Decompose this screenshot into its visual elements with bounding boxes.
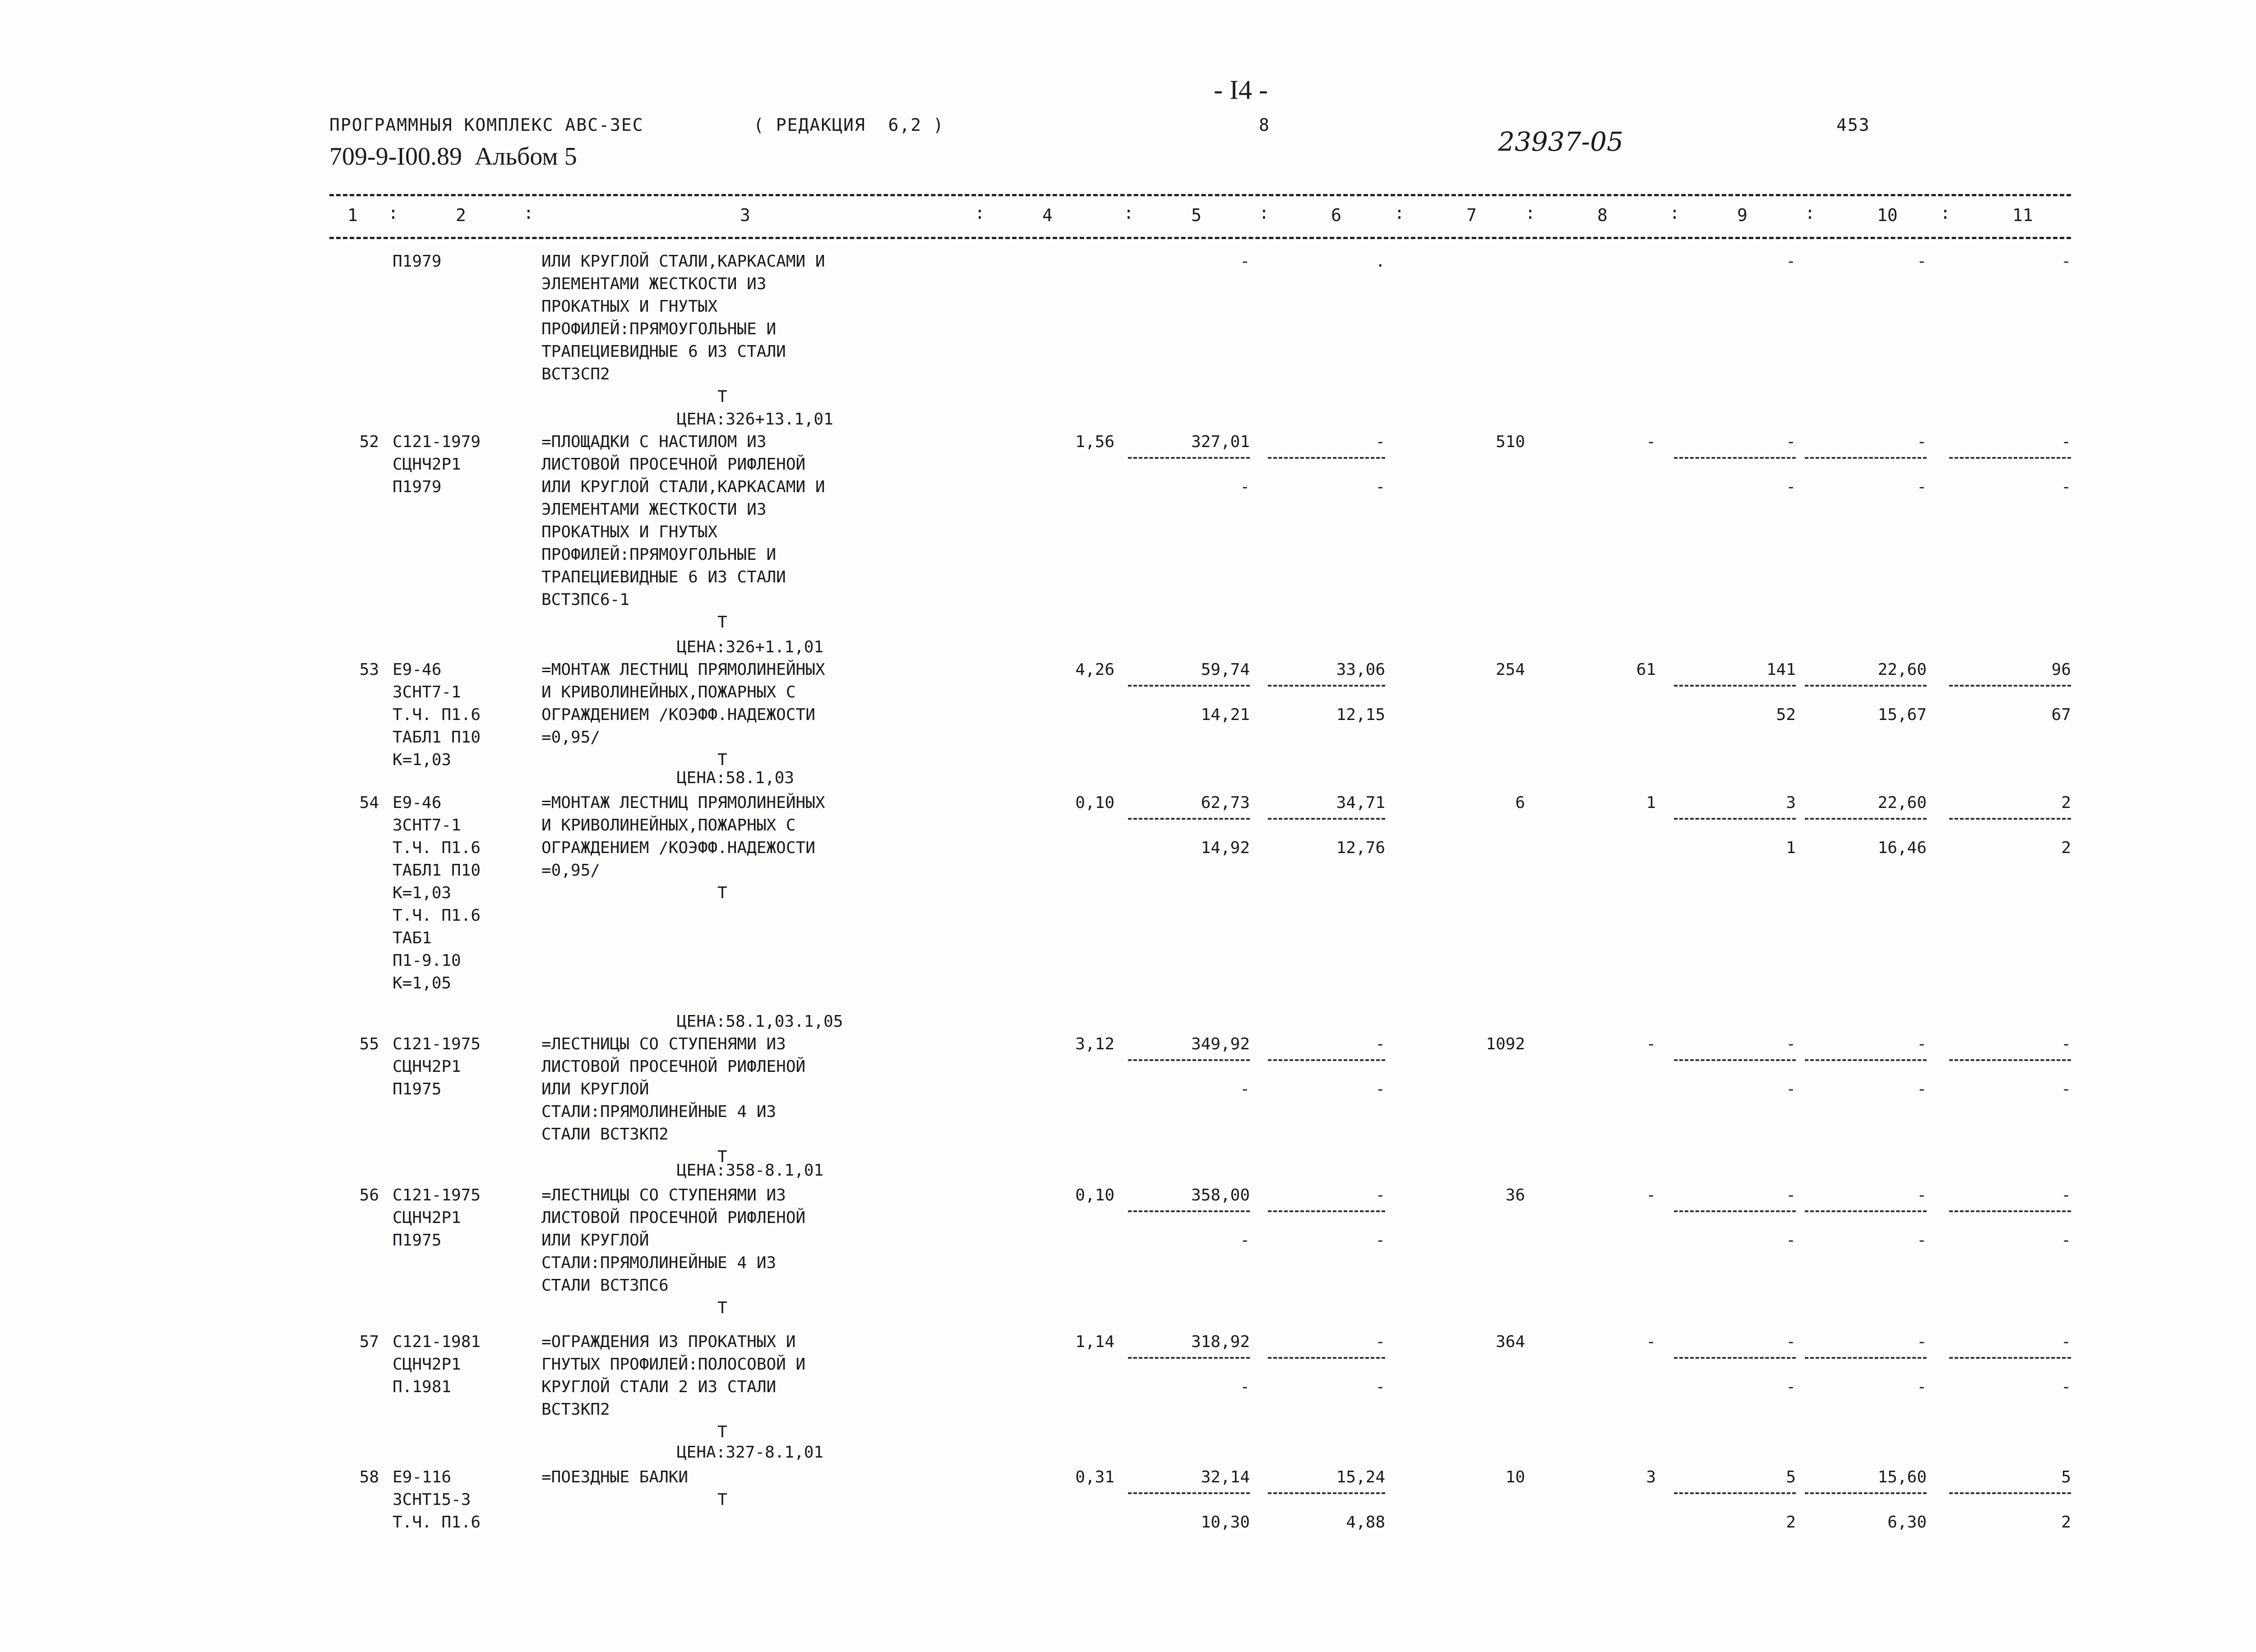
column-header-8: 8 xyxy=(1597,205,1608,225)
column-header-6: 6 xyxy=(1331,205,1341,225)
col4-value: 1,56 xyxy=(1075,433,1114,451)
row-number: 56 xyxy=(359,1186,379,1204)
c6-value: - xyxy=(1375,1186,1385,1204)
subtotal-rule xyxy=(1805,1357,1927,1359)
subtotal-rule xyxy=(1674,818,1796,820)
c8-value: - xyxy=(1646,1186,1656,1204)
column-separator: : xyxy=(1805,203,1815,223)
c9-value: 141 xyxy=(1766,660,1796,679)
c5-value: 59,74 xyxy=(1201,660,1250,679)
price-line: ЦЕНА:58.1,03.1,05 xyxy=(677,1012,843,1031)
subtotal-rule xyxy=(1268,685,1385,687)
c9b-value: - xyxy=(1786,1231,1796,1250)
c5b-value: 14,21 xyxy=(1201,706,1250,724)
c5b-value: 14,92 xyxy=(1201,839,1250,857)
row-description: =ЛЕСТНИЦЫ СО СТУПЕНЯМИ ИЗ ЛИСТОВОЙ ПРОСЕЧНОЙ РИФЛЕНОЙ ИЛИ КРУГЛОЙ СТАЛИ:ПРЯМОЛИНЕЙНЫЕ 4 ИЗ СТАЛИ ВСТ3КП2 Т xyxy=(541,1035,806,1166)
column-header-9: 9 xyxy=(1737,205,1747,225)
col4-value: 1,14 xyxy=(1075,1333,1114,1351)
album-label: 709-9-I00.89 Альбом 5 xyxy=(329,143,577,171)
c5-value: 62,73 xyxy=(1201,794,1250,812)
row-description: ИЛИ КРУГЛОЙ СТАЛИ,КАРКАСАМИ И ЭЛЕМЕНТАМИ ЖЕСТКОСТИ ИЗ ПРОКАТНЫХ И ГНУТЫХ ПРОФИЛЕЙ:ПРЯМОУГОЛЬНЫЕ И ТРАПЕЦИЕВИДНЫЕ 6 ИЗ СТАЛИ ВСТ3СП2 Т xyxy=(541,252,825,406)
c9b-value: 52 xyxy=(1776,706,1796,724)
c11-value: 96 xyxy=(2051,660,2071,679)
c9-value: - xyxy=(1786,433,1796,451)
c7-value: 36 xyxy=(1505,1186,1525,1204)
row-number: 54 xyxy=(359,794,379,812)
c10b-value: - xyxy=(1917,1080,1927,1098)
c11-value: 2 xyxy=(2061,794,2071,812)
c5-value: 358,00 xyxy=(1191,1186,1250,1204)
c5-value: 349,92 xyxy=(1191,1035,1250,1053)
c7-value: 510 xyxy=(1495,433,1525,451)
column-separator: : xyxy=(523,203,534,223)
handwritten-number: 23937-05 xyxy=(1498,126,1623,157)
c10-value: - xyxy=(1917,433,1927,451)
subtotal-rule xyxy=(1128,685,1250,687)
header-col8: 8 xyxy=(1259,115,1270,135)
subtotal-rule xyxy=(1674,1357,1796,1359)
subtotal-rule xyxy=(1949,818,2071,820)
row-code: С121-1981 СЦНЧ2Р1 П.1981 xyxy=(393,1333,481,1396)
subtotal-rule xyxy=(1268,1210,1385,1212)
c5-value: 32,14 xyxy=(1201,1468,1250,1486)
subtotal-rule xyxy=(1949,1492,2071,1494)
edition-label: ( РЕДАКЦИЯ 6,2 ) xyxy=(754,115,944,135)
price-line: ЦЕНА:326+13.1,01 xyxy=(677,410,833,429)
c6-value: - xyxy=(1375,433,1385,451)
c7-value: 6 xyxy=(1515,794,1525,812)
c7-value: 364 xyxy=(1495,1333,1525,1351)
subtotal-rule xyxy=(1674,685,1796,687)
price-line: ЦЕНА:358-8.1,01 xyxy=(677,1161,824,1180)
c8-value: - xyxy=(1646,433,1656,451)
price-line: ЦЕНА:58.1,03 xyxy=(677,769,795,787)
subtotal-rule xyxy=(1949,1357,2071,1359)
subtotal-rule xyxy=(1128,1210,1250,1212)
column-separator: : xyxy=(975,203,985,223)
row-number: 55 xyxy=(359,1035,379,1053)
row-number: 57 xyxy=(359,1333,379,1351)
column-header-4: 4 xyxy=(1042,205,1053,225)
subtotal-rule xyxy=(1268,457,1385,459)
header-rule-bottom xyxy=(329,237,2071,239)
subtotal-rule xyxy=(1805,685,1927,687)
c9b-value: 2 xyxy=(1786,1513,1796,1532)
row-number: 53 xyxy=(359,660,379,679)
c6b-value: - xyxy=(1375,478,1385,496)
c6b-value: 12,76 xyxy=(1336,839,1385,857)
c9-value: - xyxy=(1786,252,1796,271)
column-header-11: 11 xyxy=(2012,205,2033,225)
c11-value: 5 xyxy=(2061,1468,2071,1486)
row-description: =МОНТАЖ ЛЕСТНИЦ ПРЯМОЛИНЕЙНЫХ И КРИВОЛИНЕЙНЫХ,ПОЖАРНЫХ С ОГРАЖДЕНИЕМ /КОЭФФ.НАДЕЖОСТИ =0,95/ Т xyxy=(541,794,825,902)
c10b-value: 15,67 xyxy=(1877,706,1927,724)
c11b-value: 67 xyxy=(2051,706,2071,724)
c5b-value: - xyxy=(1240,1080,1250,1098)
c5b-value: - xyxy=(1240,478,1250,496)
c5-value: - xyxy=(1240,252,1250,271)
row-code: Е9-116 ЗСНТ15-3 Т.Ч. П1.6 xyxy=(393,1468,481,1532)
subtotal-rule xyxy=(1805,1492,1927,1494)
c10-value: - xyxy=(1917,1333,1927,1351)
column-separator: : xyxy=(1525,203,1535,223)
c8-value: 1 xyxy=(1646,794,1656,812)
c6-value: - xyxy=(1375,1035,1385,1053)
c11-value: - xyxy=(2061,252,2071,271)
c8-value: - xyxy=(1646,1035,1656,1053)
c11b-value: 2 xyxy=(2061,1513,2071,1532)
c6b-value: - xyxy=(1375,1378,1385,1396)
c9b-value: - xyxy=(1786,478,1796,496)
column-header-1: 1 xyxy=(347,205,358,225)
c11b-value: 2 xyxy=(2061,839,2071,857)
col4-value: 0,10 xyxy=(1075,1186,1114,1204)
row-code: С121-1975 СЦНЧ2Р1 П1975 xyxy=(393,1186,481,1250)
header-right-number: 453 xyxy=(1836,115,1870,135)
row-description: =ПЛОЩАДКИ С НАСТИЛОМ ИЗ ЛИСТОВОЙ ПРОСЕЧНОЙ РИФЛЕНОЙ ИЛИ КРУГЛОЙ СТАЛИ,КАРКАСАМИ И ЭЛЕМЕНТАМИ ЖЕСТКОСТИ ИЗ ПРОКАТНЫХ И ГНУТЫХ ПРОФИЛЕЙ:ПРЯМОУГОЛЬНЫЕ И ТРАПЕЦИЕВИДНЫЕ 6 ИЗ СТАЛИ ВСТ3ПС6-1 Т xyxy=(541,433,825,632)
c10-value: - xyxy=(1917,252,1927,271)
column-separator: : xyxy=(1394,203,1405,223)
c8-value: 3 xyxy=(1646,1468,1656,1486)
c6b-value: - xyxy=(1375,1080,1385,1098)
c11-value: - xyxy=(2061,1186,2071,1204)
subtotal-rule xyxy=(1128,1492,1250,1494)
c9b-value: 1 xyxy=(1786,839,1796,857)
price-line: ЦЕНА:327-8.1,01 xyxy=(677,1443,824,1462)
subtotal-rule xyxy=(1805,457,1927,459)
subtotal-rule xyxy=(1949,685,2071,687)
subtotal-rule xyxy=(1128,1059,1250,1061)
subtotal-rule xyxy=(1268,1059,1385,1061)
program-title: ПРОГРАММНЫЯ КОМПЛЕКС АВС-ЗЕС xyxy=(329,115,644,135)
c11-value: - xyxy=(2061,1035,2071,1053)
subtotal-rule xyxy=(1949,1210,2071,1212)
c11b-value: - xyxy=(2061,1231,2071,1250)
c9-value: - xyxy=(1786,1035,1796,1053)
column-separator: : xyxy=(1669,203,1680,223)
c9-value: - xyxy=(1786,1186,1796,1204)
subtotal-rule xyxy=(1674,1492,1796,1494)
c10b-value: 6,30 xyxy=(1887,1513,1927,1532)
row-description: =МОНТАЖ ЛЕСТНИЦ ПРЯМОЛИНЕЙНЫХ И КРИВОЛИНЕЙНЫХ,ПОЖАРНЫХ С ОГРАЖДЕНИЕМ /КОЭФФ.НАДЕЖОСТИ =0,95/ Т xyxy=(541,660,825,769)
subtotal-rule xyxy=(1128,457,1250,459)
page-number: - I4 - xyxy=(1214,75,1268,105)
col4-value: 0,31 xyxy=(1075,1468,1114,1486)
column-header-3: 3 xyxy=(740,205,750,225)
subtotal-rule xyxy=(1674,1059,1796,1061)
c5-value: 327,01 xyxy=(1191,433,1250,451)
row-description: =ЛЕСТНИЦЫ СО СТУПЕНЯМИ ИЗ ЛИСТОВОЙ ПРОСЕЧНОЙ РИФЛЕНОЙ ИЛИ КРУГЛОЙ СТАЛИ:ПРЯМОЛИНЕЙНЫЕ 4 ИЗ СТАЛИ ВСТ3ПС6 Т xyxy=(541,1186,806,1317)
column-separator: : xyxy=(1123,203,1134,223)
c8-value: - xyxy=(1646,1333,1656,1351)
column-separator: : xyxy=(1259,203,1269,223)
c10-value: 22,60 xyxy=(1877,794,1927,812)
c10-value: 22,60 xyxy=(1877,660,1927,679)
price-line: ЦЕНА:326+1.1,01 xyxy=(677,638,824,656)
subtotal-rule xyxy=(1805,818,1927,820)
c7-value: 10 xyxy=(1505,1468,1525,1486)
subtotal-rule xyxy=(1268,818,1385,820)
c6-value: 15,24 xyxy=(1336,1468,1385,1486)
c10b-value: 16,46 xyxy=(1877,839,1927,857)
c6-value: 34,71 xyxy=(1336,794,1385,812)
subtotal-rule xyxy=(1674,457,1796,459)
c6b-value: - xyxy=(1375,1231,1385,1250)
c6b-value: 12,15 xyxy=(1336,706,1385,724)
col4-value: 4,26 xyxy=(1075,660,1114,679)
c10b-value: - xyxy=(1917,1231,1927,1250)
column-separator: : xyxy=(1940,203,1951,223)
c10-value: - xyxy=(1917,1035,1927,1053)
c9-value: 3 xyxy=(1786,794,1796,812)
subtotal-rule xyxy=(1949,1059,2071,1061)
c5b-value: - xyxy=(1240,1378,1250,1396)
c5-value: 318,92 xyxy=(1191,1333,1250,1351)
c9b-value: - xyxy=(1786,1378,1796,1396)
c5b-value: 10,30 xyxy=(1201,1513,1250,1532)
row-number: 58 xyxy=(359,1468,379,1486)
c9-value: - xyxy=(1786,1333,1796,1351)
c7-value: 1092 xyxy=(1486,1035,1525,1053)
subtotal-rule xyxy=(1805,1059,1927,1061)
subtotal-rule xyxy=(1805,1210,1927,1212)
c11b-value: - xyxy=(2061,1378,2071,1396)
c11-value: - xyxy=(2061,1333,2071,1351)
c8-value: 61 xyxy=(1636,660,1656,679)
col4-value: 3,12 xyxy=(1075,1035,1114,1053)
c6-value: - xyxy=(1375,1333,1385,1351)
c10-value: - xyxy=(1917,1186,1927,1204)
c6b-value: 4,88 xyxy=(1346,1513,1385,1532)
c9b-value: - xyxy=(1786,1080,1796,1098)
c10-value: 15,60 xyxy=(1877,1468,1927,1486)
column-header-7: 7 xyxy=(1466,205,1477,225)
column-header-2: 2 xyxy=(456,205,466,225)
row-description: =ПОЕЗДНЫЕ БАЛКИ Т xyxy=(541,1468,727,1509)
c6-value: 33,06 xyxy=(1336,660,1385,679)
row-code: С121-1975 СЦНЧ2Р1 П1975 xyxy=(393,1035,481,1098)
c7-value: 254 xyxy=(1495,660,1525,679)
column-separator: : xyxy=(388,203,398,223)
c6-value: . xyxy=(1375,252,1385,271)
row-code: Е9-46 ЗСНТ7-1 Т.Ч. П1.6 ТАБЛ1 П10 К=1,03 Т.Ч. П1.6 ТАБ1 П1-9.10 К=1,05 xyxy=(393,794,481,992)
column-header-10: 10 xyxy=(1877,205,1898,225)
subtotal-rule xyxy=(1674,1210,1796,1212)
row-number: 52 xyxy=(359,433,379,451)
c5b-value: - xyxy=(1240,1231,1250,1250)
row-code: П1979 xyxy=(393,252,442,271)
subtotal-rule xyxy=(1949,457,2071,459)
column-header-5: 5 xyxy=(1191,205,1202,225)
header-rule-top xyxy=(329,194,2071,196)
row-code: Е9-46 ЗСНТ7-1 Т.Ч. П1.6 ТАБЛ1 П10 К=1,03 xyxy=(393,660,481,769)
subtotal-rule xyxy=(1268,1357,1385,1359)
subtotal-rule xyxy=(1128,1357,1250,1359)
c11b-value: - xyxy=(2061,1080,2071,1098)
col4-value: 0,10 xyxy=(1075,794,1114,812)
row-code: С121-1979 СЦНЧ2Р1 П1979 xyxy=(393,433,481,496)
c11b-value: - xyxy=(2061,478,2071,496)
subtotal-rule xyxy=(1268,1492,1385,1494)
row-description: =ОГРАЖДЕНИЯ ИЗ ПРОКАТНЫХ И ГНУТЫХ ПРОФИЛЕЙ:ПОЛОСОВОЙ И КРУГЛОЙ СТАЛИ 2 ИЗ СТАЛИ ВСТ3КП2 Т xyxy=(541,1333,806,1441)
c9-value: 5 xyxy=(1786,1468,1796,1486)
c10b-value: - xyxy=(1917,1378,1927,1396)
c10b-value: - xyxy=(1917,478,1927,496)
c11-value: - xyxy=(2061,433,2071,451)
subtotal-rule xyxy=(1128,818,1250,820)
